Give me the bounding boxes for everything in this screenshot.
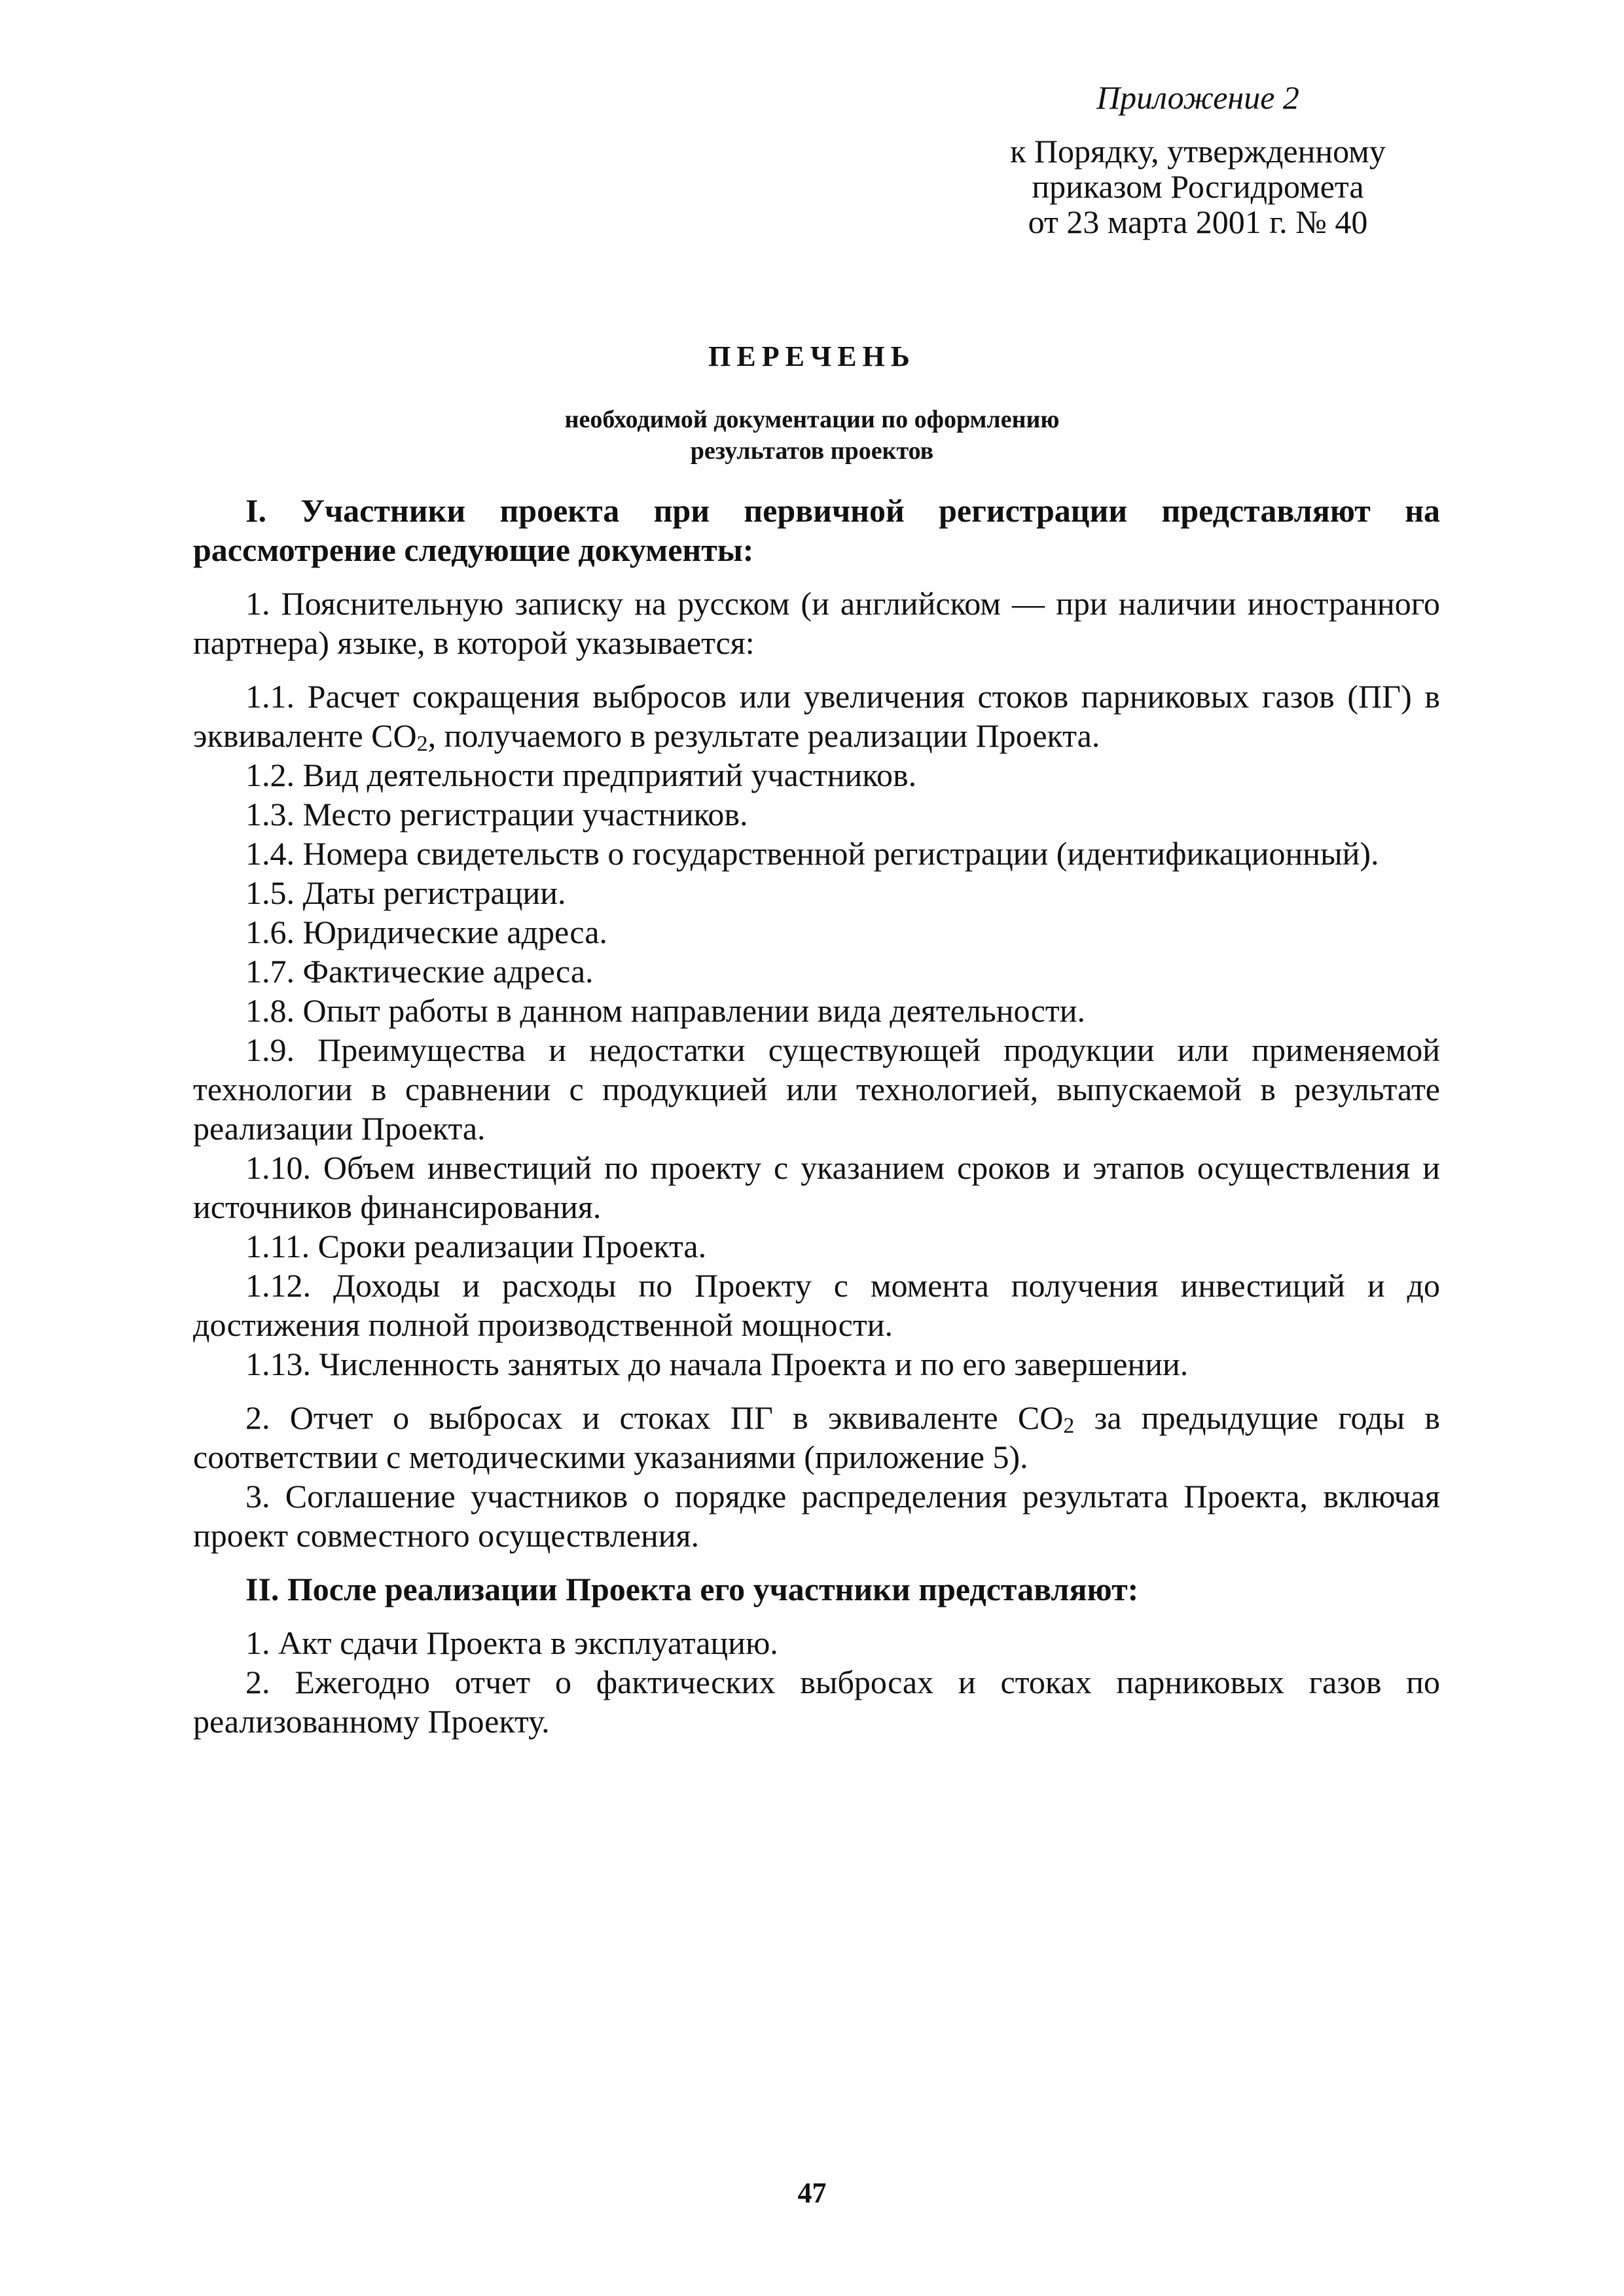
- document-heading: [0, 337, 1624, 467]
- list-item: 1.12. Доходы и расходы по Проекту с момента получения инвестиций и до достижения полной производственной мощности.: [193, 1267, 1440, 1343]
- list-item: 1.11. Сроки реализации Проекта.: [245, 1228, 707, 1265]
- list-item: 2. Ежегодно отчет о фактических выбросах и стоках парниковых газов по реализованному Проекту.: [193, 1664, 1440, 1740]
- list-item: [193, 677, 1440, 755]
- list-item: 1.2. Вид деятельности предприятий участников.: [245, 757, 917, 793]
- document-title: ПЕРЕЧЕНЬ: [708, 340, 916, 372]
- page-number: 47: [797, 2177, 827, 2209]
- list-item-text: 2. Отчет о выбросах и стоках ПГ в эквиваленте CO: [245, 1399, 1064, 1436]
- list-item: 1.9. Преимущества и недостатки существующей продукции или применяемой технологии в сравнении с продукцией или технологией, выпускаемой в результате реализации Проекта.: [193, 1031, 1440, 1147]
- list-item: 1.5. Даты регистрации.: [245, 874, 566, 911]
- list-item: 1.10. Объем инвестиций по проекту с указанием сроков и этапов осуществления и источников финансирования.: [193, 1149, 1440, 1225]
- list-item: 1. Акт сдачи Проекта в эксплуатацию.: [245, 1624, 778, 1661]
- list-item: 1.3. Место регистрации участников.: [245, 796, 748, 833]
- appendix-line: приказом Росгидромета: [1032, 168, 1364, 205]
- list-item-text: , получаемого в результате реализации Проекта.: [427, 717, 1100, 754]
- subscript: 2: [1063, 1414, 1075, 1438]
- appendix-line: от 23 марта 2001 г. № 40: [1028, 204, 1368, 240]
- subscript: 2: [416, 732, 428, 756]
- list-item: 1.4. Номера свидетельств о государственной регистрации (идентификационный).: [245, 835, 1379, 872]
- list-item-text: 1.1. Расчет сокращения выбросов или увеличения стоков парниковых газов (ПГ) в эквиваленте CO: [193, 678, 1440, 754]
- document-subtitle: необходимой документации по оформлению: [564, 406, 1060, 433]
- list-item: 1.8. Опыт работы в данном направлении вида деятельности.: [245, 992, 1086, 1029]
- document-body: [193, 491, 1440, 1741]
- list-item: 1.13. Численность занятых до начала Проекта и по его завершении.: [245, 1346, 1189, 1382]
- list-item: [193, 1398, 1440, 1477]
- document-subtitle: результатов проектов: [690, 437, 934, 465]
- list-item: 1.7. Фактические адреса.: [245, 953, 594, 990]
- section-1-heading: I. Участники проекта при первичной регистрации представляют на рассмотрение следующие документы:: [193, 492, 1440, 568]
- appendix-title: Приложение 2: [1096, 79, 1299, 116]
- list-item: 3. Соглашение участников о порядке распределения результата Проекта, включая проект совместного осуществления.: [193, 1478, 1440, 1554]
- list-item: 1.6. Юридические адреса.: [245, 914, 607, 950]
- section-2-heading: II. После реализации Проекта его участники представляют:: [245, 1571, 1139, 1607]
- appendix-reference: [982, 79, 1414, 240]
- appendix-line: к Порядку, утвержденному: [1010, 133, 1386, 170]
- list-item: 1. Пояснительную записку на русском (и английском — при наличии иностранного партнера) языке, в которой указывается:: [193, 585, 1440, 661]
- list-item-text: за предыдущие годы в соответствии с методическими указаниями (приложение 5).: [193, 1399, 1440, 1475]
